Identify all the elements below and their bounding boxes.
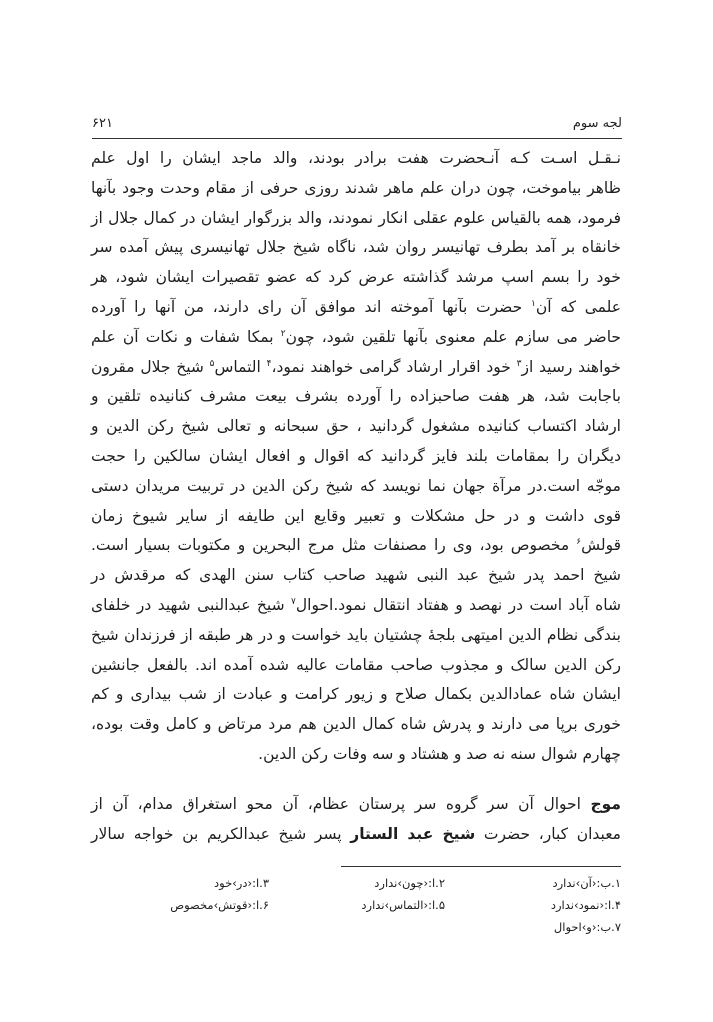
footnote-row [91,894,621,916]
footnote: ۵.ا:‹التماس›ندارد [361,898,445,912]
text-line: باجابت شد، هر هفت صاحبزاده را آورده بشرف بیعت مشرف کنانیده تلقین و [91,387,621,406]
person-name: شیخ عبد الستار [350,824,476,843]
footnote-row [91,916,621,938]
page-header [92,112,622,139]
text-line: قولش$^۶$ مخصوص بود، وی را مصنفات مثل مرج البحرین و مکتوبات بسیار است. [91,536,621,555]
footnote-marker[interactable]: ۴ [266,358,272,369]
footnote: ۷.ب:‹و›احوال [553,920,621,934]
text-line: بندگی نظام الدین امیتهی بلجهٔ چشتیان باید خواست و در هر طبقه از فرزندان شیخ [91,625,621,644]
text-line: دیگران را بمقامات بلند فایز گردانید که اقوال و افعال ایشان سالکین را حجت [91,446,621,465]
footnote: ۱.ب:‹آن›ندارد [552,876,621,890]
text-line: ایشان شاه عمادالدین بکمال صلاح و زیور کرامت و عبادت از شب بیداری و کم [91,685,621,704]
footnote: ۶.ا:‹قوتش›مخصوص [170,898,269,912]
text-line: ظاهر بیاموخت، چون دران علم ماهر شدند روزی حرفی از مقام وحدت وجود بآنها [91,178,621,197]
text-line: قوی داشت و در حل مشکلات و تعبیر وقایع این طایفه از سایر شیوخ زمان [91,506,621,525]
text-line: خواهند رسید از$^۳$ خود اقرار ارشاد گرامی خواهند نمود،$^۴$ التماس$^۵$ شیخ جلال مقرون [91,357,621,376]
footnote-marker[interactable]: ۶ [576,537,582,548]
text-line: شیخ احمد پدر شیخ عبد النبی شهید صاحب کتاب سنن الهدی که مرقدش در [91,566,621,585]
footnote-row [91,872,621,894]
section-line: موج احوال آن سر گروه سر پرستان عظام، آن محو استغراق مدام، آن از [91,794,621,813]
text-line: رکن الدین سالک و مجذوب صاحب مقامات عالیه شده آمده اند. بالفعل جانشین [91,655,621,674]
text-line: حاضر می سازم علم معنوی بآنها تلقین شود، چون$^۲$ بمکا شفات و نکات آن علم [91,327,622,346]
text-line: ارشاد اکتساب کنانیده مشغول گردانید ، حق سبحانه و تعالی شیخ رکن الدین و [91,417,621,436]
footnote: ۴.ا:‹نمود›ندارد [550,898,621,912]
text-line: فرمود، همه بالقیاس علوم عقلی انکار نمودند، والد بزرگوار ایشان در کمال جلال از [91,208,621,227]
text-line: شاه آباد است در نهصد و هفتاد انتقال نمود.احوال$^۷$ شیخ عبدالنبی شهید در خلفای [91,595,621,614]
text-line: خود را بسم اسپ مرشد گذاشته عرض کرد که عضو تقصیرات ایشان شود، هر [91,268,621,287]
footnote: ۲.ا:‹چون›ندارد [374,876,445,890]
footnote-marker[interactable]: ۵ [209,358,215,369]
text-line: خوری برپا می دارند و پدرش شاه کمال الدین هم مرد مرتاض و کامل وقت بوده، [91,715,621,734]
paragraph-gap [91,770,621,790]
footnote-marker[interactable]: ۲ [280,328,286,339]
running-head: لجه سوم [572,116,622,131]
section-line: معبدان کبار، حضرت شیخ عبد الستار پسر شیخ عبدالکریم بن خواجه سالار [91,824,621,843]
text-line: نـقـل اسـت کـه آنـحضرت هفت برادر بودند، والد ماجد ایشان را اول علم [91,149,621,167]
footnote-marker[interactable]: ۱ [530,298,536,309]
text-line: چهارم شوال سنه نه صد و هشتاد و سه وفات رکن الدین. [258,744,621,763]
text-line: موجّه است.در مرآة جهان نما نویسد که شیخ رکن الدین در تربیت مریدان دستی [91,476,621,495]
text-line: خانقاه بر آمد بطرف تهانیسر روان شد، ناگاه شیخ جلال تهانیسری پیش آمده سر [91,238,621,257]
footnote-marker[interactable]: ۷ [291,596,296,607]
page-number: ۶۲۱ [92,116,113,131]
footnote-marker[interactable]: ۳ [516,358,522,369]
footnotes [91,872,621,938]
text-line: علمی که آن$^۱$ حضرت بآنها آموخته اند موافق آن رای دارند، من آنها را آورده [91,297,621,316]
main-text [91,144,621,849]
footnote: ۳.ا:‹در›خود [214,876,269,890]
footnote-divider [341,866,621,867]
section-heading: موج [590,794,621,813]
